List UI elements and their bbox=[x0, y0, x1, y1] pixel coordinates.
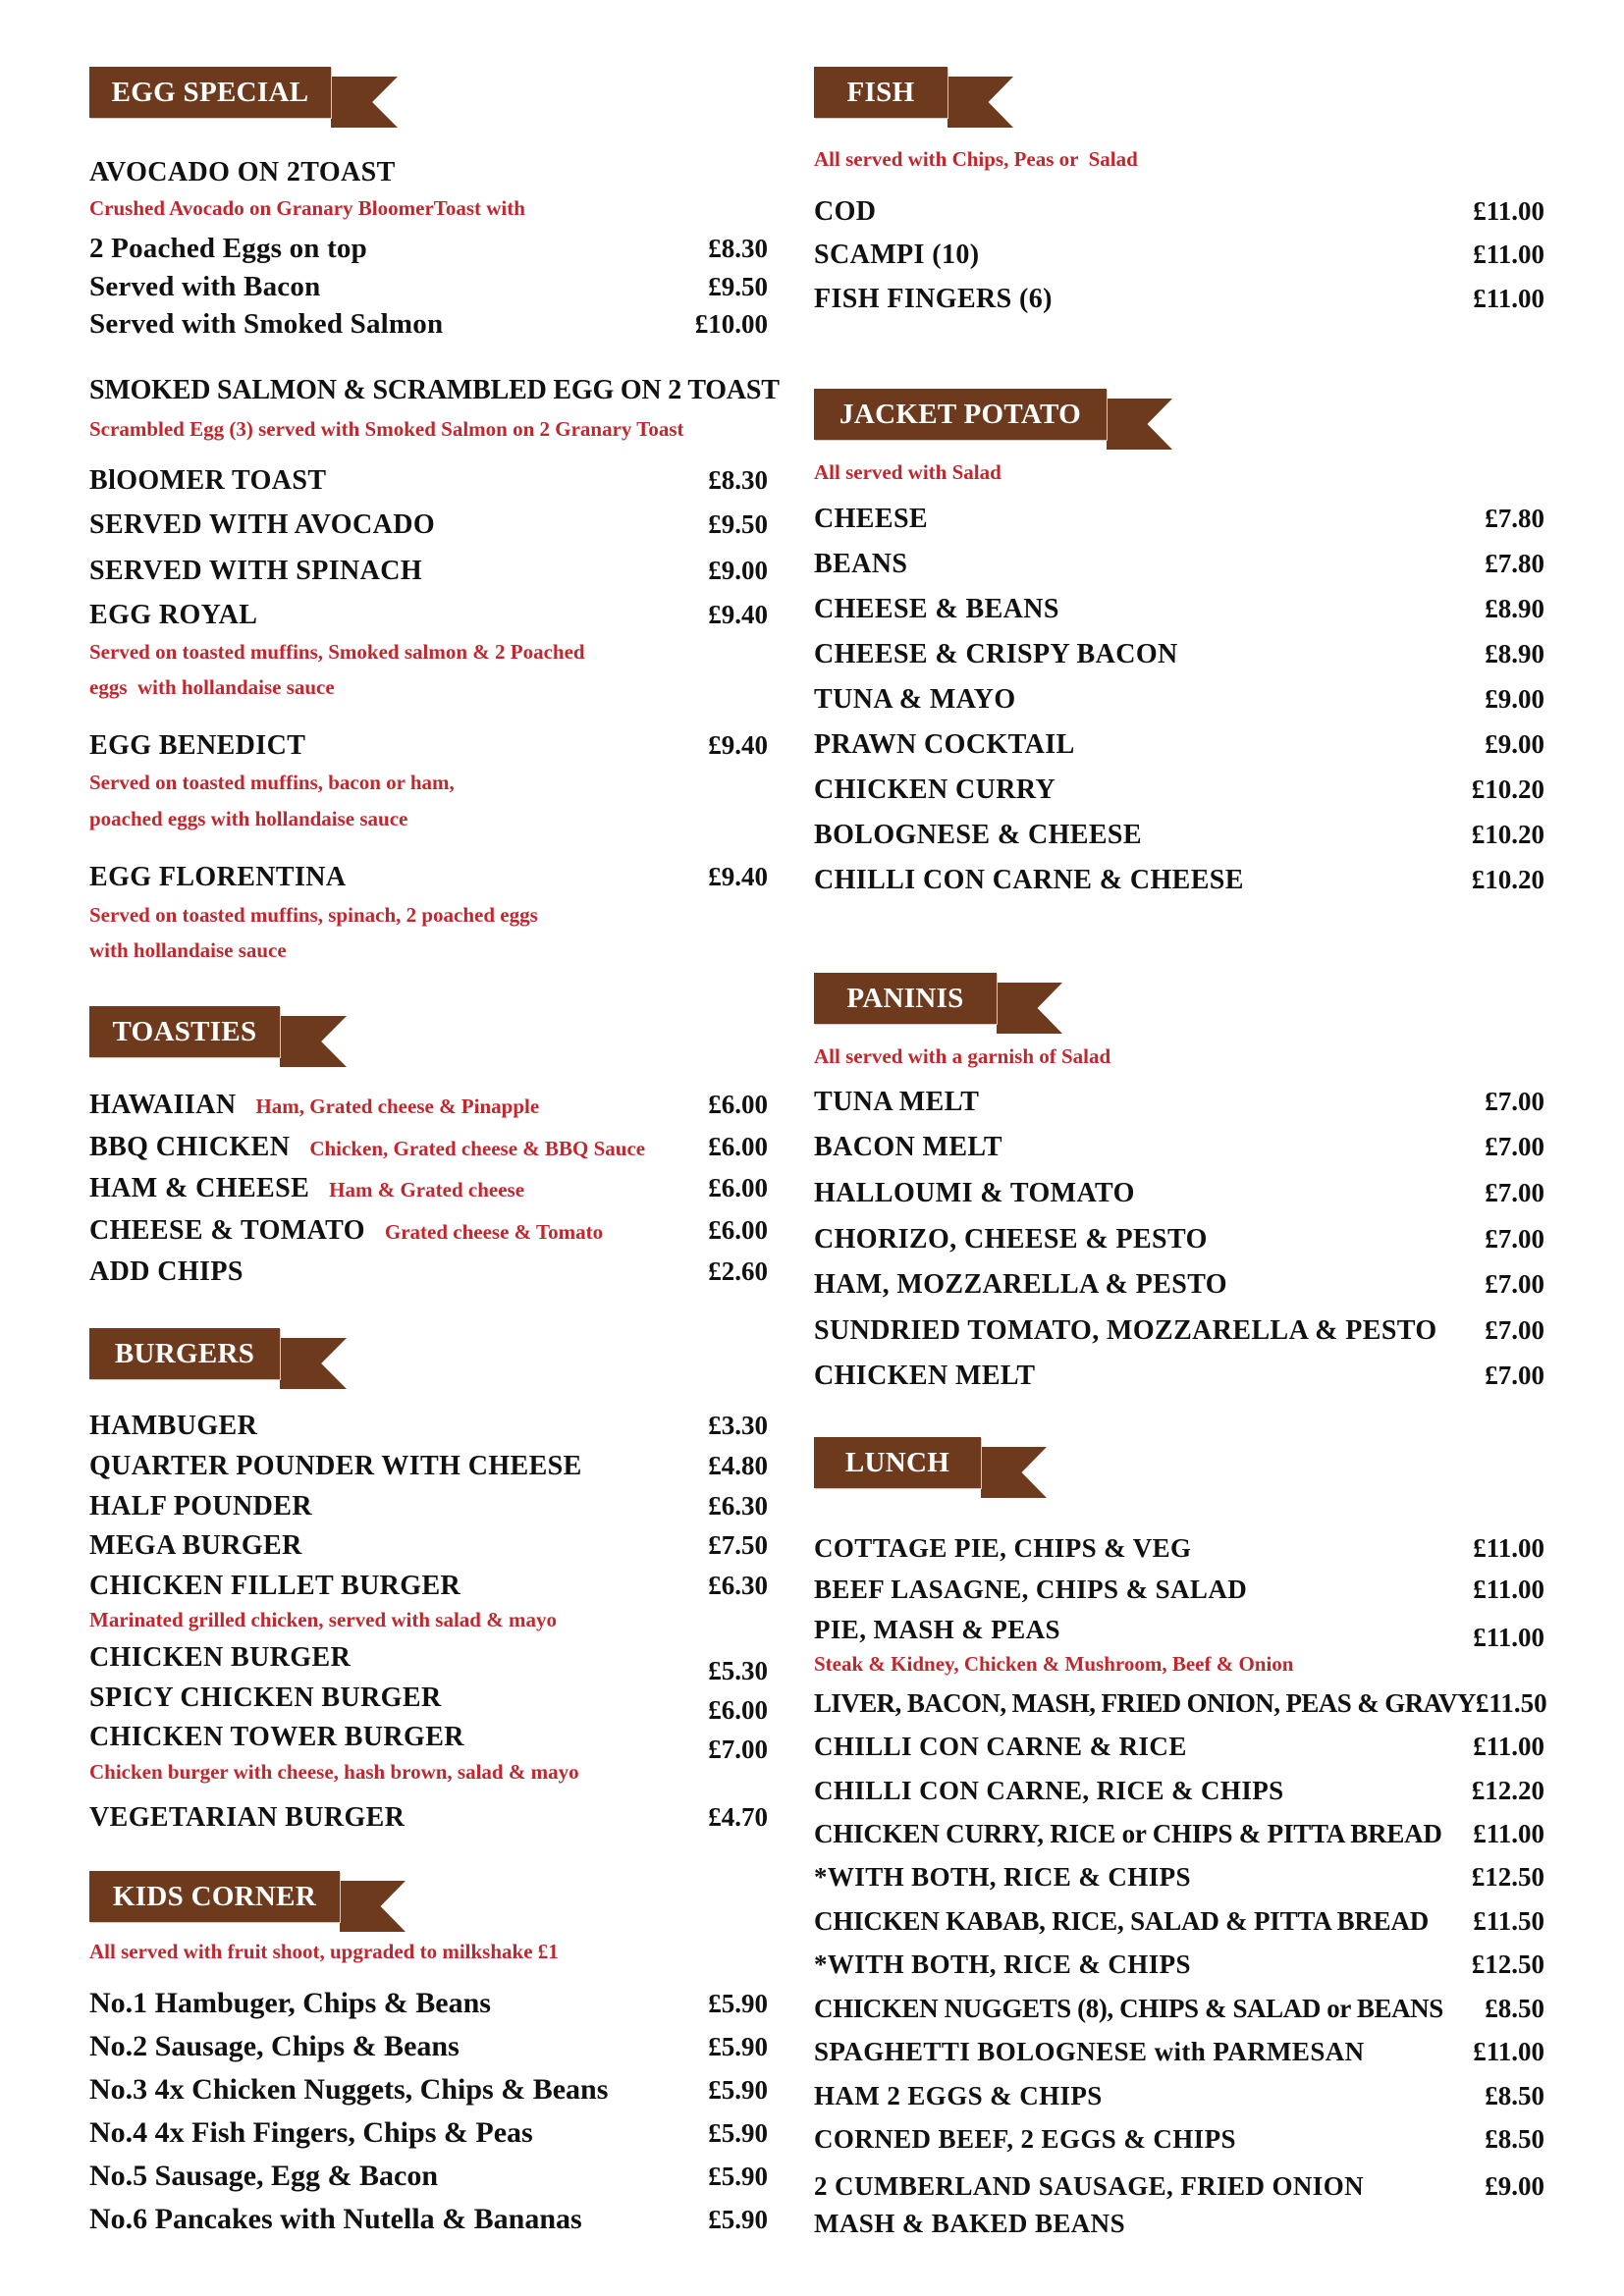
item-price: £7.80 bbox=[1485, 549, 1544, 578]
menu-item: TUNA MELT £7.00 bbox=[814, 1087, 1544, 1117]
item-price: £5.30 bbox=[708, 1656, 768, 1685]
section-title: JACKET POTATO bbox=[814, 389, 1107, 440]
menu-item: CHICKEN CURRY, RICE or CHIPS & PITTA BREAD £11.00 bbox=[814, 1819, 1544, 1848]
section-description: All served with a garnish of Salad bbox=[814, 1044, 1111, 1068]
menu-item: VEGETARIAN BURGER £4.70 bbox=[89, 1802, 768, 1833]
section-title: LUNCH bbox=[814, 1437, 981, 1488]
item-price: £7.00 bbox=[1485, 1132, 1544, 1161]
menu-item: No.4 4x Fish Fingers, Chips & Peas £5.90 bbox=[89, 2116, 768, 2149]
item-description: Scrambled Egg (3) served with Smoked Salmon on 2 Granary Toast bbox=[89, 417, 684, 441]
item-price: £8.50 bbox=[1485, 1994, 1544, 2023]
item-price: £5.90 bbox=[708, 2162, 768, 2191]
item-price: £6.00 bbox=[708, 1090, 768, 1119]
menu-item: BlOOMER TOAST £8.30 bbox=[89, 465, 768, 496]
menu-item: CHEESE £7.80 bbox=[814, 504, 1544, 534]
section-banner-fish bbox=[814, 67, 1013, 128]
item-price: £5.90 bbox=[708, 2075, 768, 2105]
menu-item: CHILLI CON CARNE & CHEESE £10.20 bbox=[814, 865, 1544, 895]
item-price: £11.00 bbox=[1473, 196, 1544, 226]
item-price: £7.80 bbox=[1485, 504, 1544, 533]
menu-item: COD £11.00 bbox=[814, 196, 1544, 227]
menu-item: 2 Poached Eggs on top £8.30 bbox=[89, 233, 768, 264]
item-price: £6.30 bbox=[708, 1571, 768, 1600]
menu-item: EGG BENEDICT £9.40 bbox=[89, 730, 768, 761]
menu-item: HALF POUNDER £6.30 bbox=[89, 1491, 768, 1522]
menu-item: BEEF LASAGNE, CHIPS & SALAD £11.00 bbox=[814, 1575, 1544, 1604]
item-price: £11.00 bbox=[1473, 284, 1544, 313]
menu-item: PIE, MASH & PEAS £11.00 bbox=[814, 1615, 1544, 1652]
menu-item: CHILLI CON CARNE, RICE & CHIPS £12.20 bbox=[814, 1776, 1544, 1805]
item-price: £9.50 bbox=[708, 272, 768, 301]
item-price: £11.00 bbox=[1473, 240, 1544, 269]
section-description: All served with Salad bbox=[814, 460, 1001, 484]
item-description: Served on toasted muffins, Smoked salmon & 2 Poached bbox=[89, 640, 585, 664]
menu-item: No.3 4x Chicken Nuggets, Chips & Beans £5.90 bbox=[89, 2073, 768, 2106]
menu-item: HAMBUGER £3.30 bbox=[89, 1411, 768, 1441]
item-description: Chicken burger with cheese, hash brown, salad & mayo bbox=[89, 1760, 579, 1784]
banner-ribbon-tail bbox=[947, 77, 1013, 128]
banner-ribbon-tail bbox=[280, 1338, 347, 1389]
menu-item: 2 CUMBERLAND SAUSAGE, FRIED ONION £9.00 bbox=[814, 2171, 1544, 2201]
menu-item: EGG FLORENTINA £9.40 bbox=[89, 862, 768, 892]
item-price: £10.20 bbox=[1471, 865, 1544, 894]
item-price: £5.90 bbox=[708, 1989, 768, 2018]
menu-item: SPAGHETTI BOLOGNESE with PARMESAN £11.00 bbox=[814, 2037, 1544, 2066]
section-title: KIDS CORNER bbox=[89, 1871, 340, 1922]
section-banner-paninis bbox=[814, 973, 1062, 1034]
item-description: Steak & Kidney, Chicken & Mushroom, Beef & Onion bbox=[814, 1652, 1294, 1676]
item-title: SMOKED SALMON & SCRAMBLED EGG ON 2 TOAST bbox=[89, 375, 780, 405]
menu-item: HAM, MOZZARELLA & PESTO £7.00 bbox=[814, 1269, 1544, 1300]
item-price: £9.40 bbox=[708, 862, 768, 891]
item-description: Crushed Avocado on Granary BloomerToast with bbox=[89, 196, 525, 220]
menu-item: CHEESE & BEANS £8.90 bbox=[814, 594, 1544, 624]
item-price: £11.00 bbox=[1473, 2037, 1544, 2066]
section-banner-burgers bbox=[89, 1328, 347, 1389]
section-title: FISH bbox=[814, 67, 947, 118]
menu-item: LIVER, BACON, MASH, FRIED ONION, PEAS & GRAVY £11.50 bbox=[814, 1688, 1547, 1718]
item-title: AVOCADO ON 2TOAST bbox=[89, 157, 396, 187]
menu-item: SCAMPI (10) £11.00 bbox=[814, 240, 1544, 270]
item-description: Served on toasted muffins, spinach, 2 poached eggs bbox=[89, 903, 538, 927]
banner-ribbon-tail bbox=[280, 1016, 347, 1067]
item-price: £11.50 bbox=[1473, 1906, 1544, 1936]
item-price: £8.90 bbox=[1485, 639, 1544, 668]
banner-ribbon-tail bbox=[997, 983, 1062, 1034]
item-description: Marinated grilled chicken, served with salad & mayo bbox=[89, 1608, 557, 1631]
item-price: £11.00 bbox=[1473, 1575, 1544, 1604]
item-description: with hollandaise sauce bbox=[89, 938, 287, 962]
section-title: BURGERS bbox=[89, 1328, 280, 1379]
menu-item: No.5 Sausage, Egg & Bacon £5.90 bbox=[89, 2160, 768, 2192]
menu-item: HALLOUMI & TOMATO £7.00 bbox=[814, 1178, 1544, 1208]
section-banner-toasties bbox=[89, 1006, 347, 1067]
section-banner-jacket-potato bbox=[814, 389, 1172, 450]
menu-item: COTTAGE PIE, CHIPS & VEG £11.00 bbox=[814, 1533, 1544, 1563]
menu-item: Served with Bacon £9.50 bbox=[89, 271, 768, 302]
item-description: Ham & Grated cheese bbox=[329, 1178, 525, 1201]
item-price: £7.00 bbox=[1485, 1315, 1544, 1345]
menu-item: *WITH BOTH, RICE & CHIPS £12.50 bbox=[814, 1949, 1544, 1979]
menu-item: CHILLI CON CARNE & RICE £11.00 bbox=[814, 1732, 1544, 1761]
item-price: £9.00 bbox=[708, 556, 768, 585]
item-price: £5.90 bbox=[708, 2205, 768, 2234]
item-price: £11.00 bbox=[1473, 1623, 1544, 1652]
menu-item: CHEESE & CRISPY BACON £8.90 bbox=[814, 639, 1544, 669]
item-price: £10.20 bbox=[1471, 820, 1544, 849]
item-price: £5.90 bbox=[708, 2032, 768, 2061]
item-price: £12.50 bbox=[1471, 1949, 1544, 1979]
item-description: Ham, Grated cheese & Pinapple bbox=[255, 1095, 540, 1118]
item-price: £9.00 bbox=[1485, 729, 1544, 759]
item-price: £10.00 bbox=[694, 309, 768, 339]
item-price: £12.20 bbox=[1471, 1776, 1544, 1805]
item-price: £10.20 bbox=[1471, 774, 1544, 804]
menu-item: No.2 Sausage, Chips & Beans £5.90 bbox=[89, 2030, 768, 2062]
menu-item: BBQ CHICKEN Chicken, Grated cheese & BBQ Sauce £6.00 bbox=[89, 1132, 768, 1162]
item-price: £8.50 bbox=[1485, 2124, 1544, 2154]
item-price: £7.00 bbox=[1485, 1087, 1544, 1116]
section-description: All served with Chips, Peas or Salad bbox=[814, 147, 1138, 171]
menu-item: CHICKEN NUGGETS (8), CHIPS & SALAD or BEANS £8.50 bbox=[814, 1994, 1544, 2023]
item-price: £7.00 bbox=[1485, 1224, 1544, 1254]
item-price: £8.30 bbox=[708, 234, 768, 263]
menu-item: HAM 2 EGGS & CHIPS £8.50 bbox=[814, 2081, 1544, 2110]
item-description: poached eggs with hollandaise sauce bbox=[89, 807, 408, 830]
item-price: £12.50 bbox=[1471, 1862, 1544, 1892]
menu-item: CHEESE & TOMATO Grated cheese & Tomato £6.00 bbox=[89, 1215, 768, 1246]
item-price: £11.00 bbox=[1473, 1732, 1544, 1761]
section-banner-egg-special bbox=[89, 67, 398, 128]
item-price: £6.30 bbox=[708, 1491, 768, 1521]
item-description: Grated cheese & Tomato bbox=[384, 1220, 604, 1244]
section-description: All served with fruit shoot, upgraded to milkshake £1 bbox=[89, 1940, 559, 1963]
menu-item: TUNA & MAYO £9.00 bbox=[814, 684, 1544, 715]
item-price: £8.30 bbox=[708, 465, 768, 495]
menu-item: QUARTER POUNDER WITH CHEESE £4.80 bbox=[89, 1451, 768, 1481]
item-price: £6.00 bbox=[708, 1215, 768, 1245]
menu-item: No.6 Pancakes with Nutella & Bananas £5.90 bbox=[89, 2203, 768, 2235]
item-price: £6.00 bbox=[708, 1132, 768, 1161]
banner-ribbon-tail bbox=[981, 1447, 1047, 1498]
menu-item: CHICKEN BURGER £5.30 bbox=[89, 1642, 768, 1685]
item-price: £8.50 bbox=[1485, 2081, 1544, 2110]
item-description: Served on toasted muffins, bacon or ham, bbox=[89, 771, 455, 794]
menu-item: MEGA BURGER £7.50 bbox=[89, 1530, 768, 1561]
item-price: £7.00 bbox=[1485, 1269, 1544, 1299]
section-banner-lunch bbox=[814, 1437, 1047, 1498]
menu-item: SPICY CHICKEN BURGER £6.00 bbox=[89, 1682, 768, 1725]
item-price: £7.50 bbox=[708, 1530, 768, 1560]
menu-item-continuation: MASH & BAKED BEANS bbox=[814, 2209, 1125, 2238]
item-description: Chicken, Grated cheese & BBQ Sauce bbox=[309, 1137, 646, 1160]
menu-item: BEANS £7.80 bbox=[814, 549, 1544, 579]
item-price: £8.90 bbox=[1485, 594, 1544, 623]
item-price: £7.00 bbox=[1485, 1361, 1544, 1390]
item-price: £4.70 bbox=[708, 1802, 768, 1832]
item-price: £9.00 bbox=[1485, 684, 1544, 714]
menu-item: SERVED WITH SPINACH £9.00 bbox=[89, 556, 768, 586]
menu-item: *WITH BOTH, RICE & CHIPS £12.50 bbox=[814, 1862, 1544, 1892]
menu-item: CHICKEN KABAB, RICE, SALAD & PITTA BREAD £11.50 bbox=[814, 1906, 1544, 1936]
menu-item: BOLOGNESE & CHEESE £10.20 bbox=[814, 820, 1544, 850]
item-price: £6.00 bbox=[708, 1173, 768, 1202]
menu-item: CORNED BEEF, 2 EGGS & CHIPS £8.50 bbox=[814, 2124, 1544, 2154]
item-price: £11.00 bbox=[1473, 1533, 1544, 1563]
menu-item: HAWAIIAN Ham, Grated cheese & Pinapple £6.00 bbox=[89, 1090, 768, 1120]
item-price: £11.50 bbox=[1475, 1688, 1547, 1718]
menu-item: SERVED WITH AVOCADO £9.50 bbox=[89, 509, 768, 540]
item-price: £4.80 bbox=[708, 1451, 768, 1480]
item-price: £9.40 bbox=[708, 730, 768, 760]
menu-item: CHORIZO, CHEESE & PESTO £7.00 bbox=[814, 1224, 1544, 1255]
banner-ribbon-tail bbox=[340, 1881, 406, 1932]
menu-item: Served with Smoked Salmon £10.00 bbox=[89, 308, 768, 340]
section-title: TOASTIES bbox=[89, 1006, 280, 1057]
banner-ribbon-tail bbox=[331, 77, 398, 128]
item-price: £7.00 bbox=[708, 1735, 768, 1764]
banner-ribbon-tail bbox=[1107, 399, 1172, 450]
menu-item: ADD CHIPS £2.60 bbox=[89, 1256, 768, 1287]
item-price: £9.40 bbox=[708, 600, 768, 629]
section-title: EGG SPECIAL bbox=[89, 67, 331, 118]
item-price: £11.00 bbox=[1473, 1819, 1544, 1848]
menu-item: CHICKEN TOWER BURGER £7.00 bbox=[89, 1722, 768, 1764]
item-price: £5.90 bbox=[708, 2118, 768, 2148]
item-price: £7.00 bbox=[1485, 1178, 1544, 1207]
item-description: eggs with hollandaise sauce bbox=[89, 675, 335, 699]
section-title: PANINIS bbox=[814, 973, 997, 1024]
item-price: £9.00 bbox=[1485, 2171, 1544, 2201]
item-price: £9.50 bbox=[708, 509, 768, 539]
item-price: £2.60 bbox=[708, 1256, 768, 1286]
item-price: £3.30 bbox=[708, 1411, 768, 1440]
menu-item: BACON MELT £7.00 bbox=[814, 1132, 1544, 1162]
menu-item: No.1 Hambuger, Chips & Beans £5.90 bbox=[89, 1987, 768, 2019]
menu-item: FISH FINGERS (6) £11.00 bbox=[814, 284, 1544, 314]
menu-item: CHICKEN CURRY £10.20 bbox=[814, 774, 1544, 805]
item-price: £6.00 bbox=[708, 1695, 768, 1725]
menu-item: HAM & CHEESE Ham & Grated cheese £6.00 bbox=[89, 1173, 768, 1203]
menu-item: EGG ROYAL £9.40 bbox=[89, 600, 768, 630]
section-banner-kids-corner bbox=[89, 1871, 406, 1932]
menu-item: CHICKEN FILLET BURGER £6.30 bbox=[89, 1571, 768, 1601]
menu-item: CHICKEN MELT £7.00 bbox=[814, 1361, 1544, 1391]
menu-item: PRAWN COCKTAIL £9.00 bbox=[814, 729, 1544, 760]
menu-item: SUNDRIED TOMATO, MOZZARELLA & PESTO £7.00 bbox=[814, 1315, 1544, 1346]
